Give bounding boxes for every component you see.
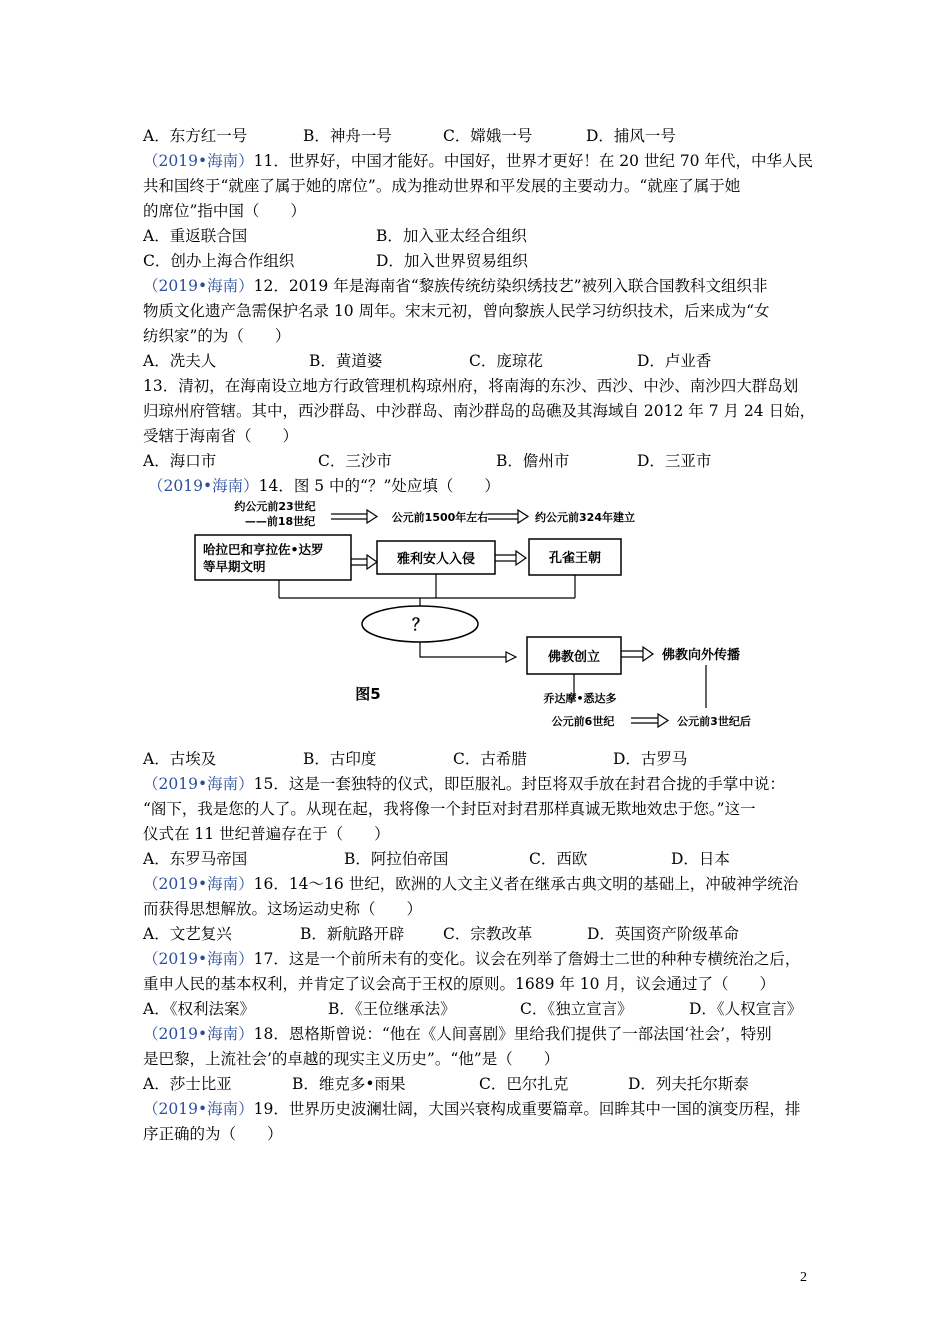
q12-options: [143, 349, 813, 374]
time-label-4: 公元前6世纪: [551, 715, 615, 728]
q15-line-1: （2019•海南）15．这是一套独特的仪式，即臣服礼。封臣将双手放在封君合拢的手掌中说：: [143, 775, 785, 793]
q15-option-d: D．日本: [671, 850, 730, 868]
q14-option-c: C．古希腊: [453, 750, 527, 768]
q18-option-d: D．列夫托尔斯泰: [628, 1075, 749, 1093]
q14-option-d: D．古罗马: [613, 750, 688, 768]
q16-source: （2019•海南）: [143, 875, 254, 893]
q10-option-b: B．神舟一号: [303, 127, 392, 145]
time-label-1a: 约公元前23世纪: [234, 500, 316, 513]
arrow-to-buddhism: [420, 642, 515, 657]
q12-option-a: A．冼夫人: [143, 352, 217, 370]
q10-option-d: D．捕风一号: [586, 127, 676, 145]
q15-option-b: B．阿拉伯帝国: [344, 850, 449, 868]
box-buddhism-founded-label: 佛教创立: [547, 650, 601, 665]
q13-line-2: 归琼州府管辖。其中，西沙群岛、中沙群岛、南沙群岛的岛礁及其海域自 2012 年 7 月 24 日始，: [143, 402, 816, 420]
double-arrow-3: [367, 555, 377, 569]
q17-option-b: B．《王位继承法》: [328, 1000, 456, 1018]
time-label-3: 约公元前324年建立: [535, 511, 635, 524]
q10-option-c: C．嫦娥一号: [443, 127, 533, 145]
q15-line-3: 仪式在 11 世纪普遍存在于（ ）: [143, 825, 390, 843]
q15-options: [143, 847, 813, 872]
q11-option-a: A．重返联合国: [143, 227, 248, 245]
q11-option-d: D．加入世界贸易组织: [376, 252, 528, 270]
q13-option-c: C．三沙市: [318, 452, 392, 470]
q18-source: （2019•海南）: [143, 1025, 254, 1043]
double-arrow-6: [631, 714, 668, 727]
q18-line-2: 是巴黎，上流社会’的卓越的现实主义历史”。“他”是（ ）: [143, 1050, 560, 1068]
q11-option-c: C．创办上海合作组织: [143, 252, 295, 270]
q18-option-c: C．巴尔扎克: [479, 1075, 569, 1093]
q13-option-b: B．儋州市: [496, 452, 570, 470]
double-arrow-5: [643, 647, 653, 661]
unknown-mark: ？: [411, 615, 429, 634]
q17-line-2: 重申人民的基本权利，并肯定了议会高于王权的原则。1689 年 10 月，议会通过了（ ）: [143, 975, 775, 993]
q17-options: [143, 997, 813, 1022]
q19-line-2: 序正确的为（ ）: [143, 1125, 283, 1143]
q14-options: [143, 747, 813, 772]
figure-5-diagram: [143, 499, 813, 747]
q11-line-1: （2019•海南）11．世界好，中国才能好。中国好，世界才更好！在 20 世纪 70 年代，中华人民: [143, 152, 813, 170]
q16-line-2: 而获得思想解放。这场运动史称（ ）: [143, 900, 423, 918]
q18-option-b: B．维克多•雨果: [292, 1075, 406, 1093]
q15-option-a: A．东罗马帝国: [143, 850, 248, 868]
q13-options: [143, 449, 813, 474]
double-arrow-2: [488, 510, 528, 523]
figure-label: 图5: [355, 685, 381, 703]
q11-option-b: B．加入亚太经合组织: [376, 227, 527, 245]
q17-option-d: D．《人权宣言》: [689, 1000, 803, 1018]
time-label-2: 公元前1500年左右: [391, 511, 489, 524]
double-arrow-1: [331, 510, 377, 523]
page-number: 2: [800, 1270, 807, 1285]
double-arrow-4: [516, 551, 526, 565]
q15-option-c: C．西欧: [529, 850, 588, 868]
box-aryan-invasion-label: 雅利安人入侵: [396, 552, 476, 567]
q11-line-3: 的席位”指中国（ ）: [143, 202, 306, 220]
q14-option-a: A．古埃及: [143, 750, 217, 768]
time-label-5: 公元前3世纪后: [677, 715, 751, 728]
q11-options-row-2: [143, 249, 813, 274]
q13-line-3: 受辖于海南省（ ）: [143, 427, 299, 445]
q12-line-1: （2019•海南）12．2019 年是海南省“黎族传统纺染织绣技艺”被列入联合国教科文组织非: [143, 277, 768, 295]
q18-options: [143, 1072, 813, 1097]
q14-source: （2019•海南）: [148, 477, 259, 495]
q12-option-d: D．卢业香: [637, 352, 712, 370]
box-maurya-dynasty-label: 孔雀王朝: [548, 551, 602, 566]
q12-source: （2019•海南）: [143, 277, 254, 295]
q14-option-b: B．古印度: [303, 750, 377, 768]
q10-option-a: A．东方红一号: [143, 127, 248, 145]
q12-option-b: B．黄道婆: [309, 352, 383, 370]
q13-line-1: 13．清初，在海南设立地方行政管理机构琼州府，将南海的东沙、西沙、中沙、南沙四大群岛划: [143, 377, 799, 395]
q17-option-a: A．《权利法案》: [143, 1000, 255, 1018]
founder-label: 乔达摩•悉达多: [543, 692, 617, 705]
q16-options: [143, 922, 813, 947]
time-label-1b: ——前18世纪: [244, 515, 316, 528]
q16-option-a: A．文艺复兴: [143, 925, 232, 943]
q18-option-a: A．莎士比亚: [143, 1075, 232, 1093]
q19-line-1: （2019•海南）19．世界历史波澜壮阔，大国兴衰构成重要篇章。回眸其中一国的演变历程，排: [143, 1100, 801, 1118]
box-early-civilization-line-2: 等早期文明: [203, 559, 266, 574]
buddhism-spread-label: 佛教向外传播: [662, 648, 741, 663]
q16-option-d: D．英国资产阶级革命: [587, 925, 739, 943]
q15-source: （2019•海南）: [143, 775, 254, 793]
q13-option-a: A．海口市: [143, 452, 217, 470]
q13-option-d: D．三亚市: [637, 452, 712, 470]
q11-line-2: 共和国终于“就座了属于她的席位”。成为推动世界和平发展的主要动力。“就座了属于她: [143, 177, 741, 195]
q16-option-c: C．宗教改革: [443, 925, 533, 943]
q19-source: （2019•海南）: [143, 1100, 254, 1118]
q17-option-c: C．《独立宣言》: [520, 1000, 633, 1018]
box-early-civilization-line-1: 哈拉巴和亨拉佐•达罗: [203, 542, 324, 557]
q11-source: （2019•海南）: [143, 152, 254, 170]
q12-line-2: 物质文化遗产急需保护名录 10 周年。宋末元初，曾向黎族人民学习纺织技术，后来成为“女: [143, 302, 770, 320]
q12-option-c: C．庞琼花: [469, 352, 543, 370]
q16-option-b: B．新航路开辟: [300, 925, 405, 943]
q17-line-1: （2019•海南）17．这是一个前所未有的变化。议会在列举了詹姆士二世的种种专横统治之后，: [143, 950, 801, 968]
q16-line-1: （2019•海南）16．14～16 世纪，欧洲的人文主义者在继承古典文明的基础上，冲破神学统治: [143, 875, 799, 893]
q17-source: （2019•海南）: [143, 950, 254, 968]
q18-line-1: （2019•海南）18．恩格斯曾说：“他在《人间喜剧》里给我们提供了一部法国‘社会’，特别: [143, 1025, 772, 1043]
q10-options: [143, 124, 813, 149]
q12-line-3: 纺织家”的为（ ）: [143, 327, 291, 345]
flow-diagram: [143, 499, 813, 747]
q14-line-1: （2019•海南）14．图 5 中的“？”处应填（ ）: [148, 477, 500, 495]
q11-options-row-1: [143, 224, 813, 249]
question-content: [143, 124, 816, 1147]
q15-line-2: “阁下，我是您的人了。从现在起，我将像一个封臣对封君那样真诚无欺地效忠于您。”这一: [143, 800, 756, 818]
